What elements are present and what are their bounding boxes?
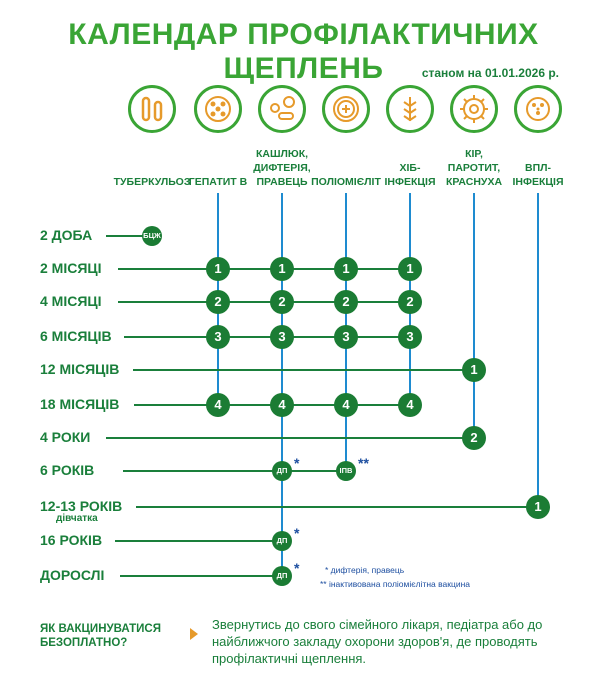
hpv-virus-icon [514,85,562,133]
disease-label-line: КРАСНУХА [445,176,503,188]
disease-label-line: ХІБ- [399,162,421,174]
dose-marker: 3 [334,325,358,349]
arrow-icon [190,628,198,640]
disease-label-line: ДИФТЕРІЯ, [253,162,311,174]
dose-marker: 3 [270,325,294,349]
disease-label-line: КАШЛЮК, [255,148,309,160]
dose-marker: 1 [398,257,422,281]
age-label: 16 РОКІВ [40,532,103,548]
disease-label [493,161,583,189]
schedule-row-line [136,506,538,508]
dose-marker: 1 [270,257,294,281]
dose-marker: 1 [206,257,230,281]
disease-label-line: ПАРОТИТ, [447,162,501,174]
disease-label-line: ТУБЕРКУЛЬОЗ [113,176,191,188]
dose-marker: 2 [398,290,422,314]
dose-marker: 4 [398,393,422,417]
dose-marker: 3 [398,325,422,349]
schedule-row-line [115,540,282,542]
as-of-date: станом на 01.01.2026 р. [421,66,559,80]
pertussis-diphtheria-tetanus-icon [258,85,306,133]
disease-label-line: ІНФЕКЦІЯ [384,176,436,188]
note-ipv: ** інактивована поліомієлітна вакцина [320,579,471,589]
dose-marker: 1 [462,358,486,382]
disease-label-line: КІР, [465,148,483,160]
hib-bacteria-icon [386,85,434,133]
polio-virus-icon [322,85,370,133]
mmr-virus-icon [450,85,498,133]
page-title: КАЛЕНДАР ПРОФІЛАКТИЧНИХ ЩЕПЛЕНЬ [68,18,539,85]
disease-label-line: ІНФЕКЦІЯ [512,176,564,188]
dose-marker: 2 [462,426,486,450]
disease-label-line: ПОЛІОМІЄЛІТ [311,176,381,188]
free-vaccination-question: ЯК ВАКЦИНУВАТИСЯ БЕЗОПЛАТНО? [40,623,161,649]
dose-marker: 1 [526,495,550,519]
age-label: 12-13 РОКІВ [40,498,123,514]
age-label: 4 РОКИ [40,429,91,445]
schedule-column-line [473,193,475,438]
age-label: 12 МІСЯЦІВ [40,361,120,377]
hepatitis-b-virus-icon [194,85,242,133]
free-vaccination-answer: Звернутись до свого сімейного лікаря, педіатра або до найближчого закладу охорони здоров'я, де проводять профілактичні щеплення. [212,617,543,666]
dose-marker: 3 [206,325,230,349]
age-label: 2 ДОБА [40,227,93,243]
schedule-column-line [537,193,539,507]
note-dp: * дифтерія, правець [325,565,405,575]
footnote-mark: * [294,525,300,541]
dose-marker: 2 [270,290,294,314]
age-label: 6 МІСЯЦІВ [40,328,112,344]
disease-label-line: ГЕПАТИТ В [188,176,248,188]
age-label: ДОРОСЛІ [40,567,105,583]
schedule-row-line [133,369,474,371]
schedule-row-line [123,470,346,472]
footnote-mark: * [294,455,300,471]
dose-marker: 1 [334,257,358,281]
footnote-mark: ** [358,455,369,471]
age-label: 6 РОКІВ [40,462,95,478]
disease-label-line: ВПЛ- [525,162,551,174]
schedule-row-line [118,268,410,270]
schedule-row-line [120,575,282,577]
age-label: 18 МІСЯЦІВ [40,396,120,412]
dose-marker: 4 [270,393,294,417]
schedule-row-line [124,336,410,338]
footnote-mark: * [294,560,300,576]
dose-marker: ІПВ [336,461,356,481]
dose-marker: 2 [334,290,358,314]
disease-label-line: ПРАВЕЦЬ [256,176,308,188]
dose-marker: 2 [206,290,230,314]
age-label: 4 МІСЯЦІ [40,293,102,309]
dose-marker: БЦЖ [142,226,162,246]
schedule-row-line [106,437,474,439]
schedule-column-line [281,193,283,576]
dose-marker: ДП [272,461,292,481]
age-label: 2 МІСЯЦІ [40,260,102,276]
dose-marker: ДП [272,531,292,551]
dose-marker: 4 [206,393,230,417]
dose-marker: 4 [334,393,358,417]
tuberculosis-bacteria-icon [128,85,176,133]
dose-marker: ДП [272,566,292,586]
schedule-row-line [118,301,410,303]
age-sublabel: дівчатка [56,513,98,524]
